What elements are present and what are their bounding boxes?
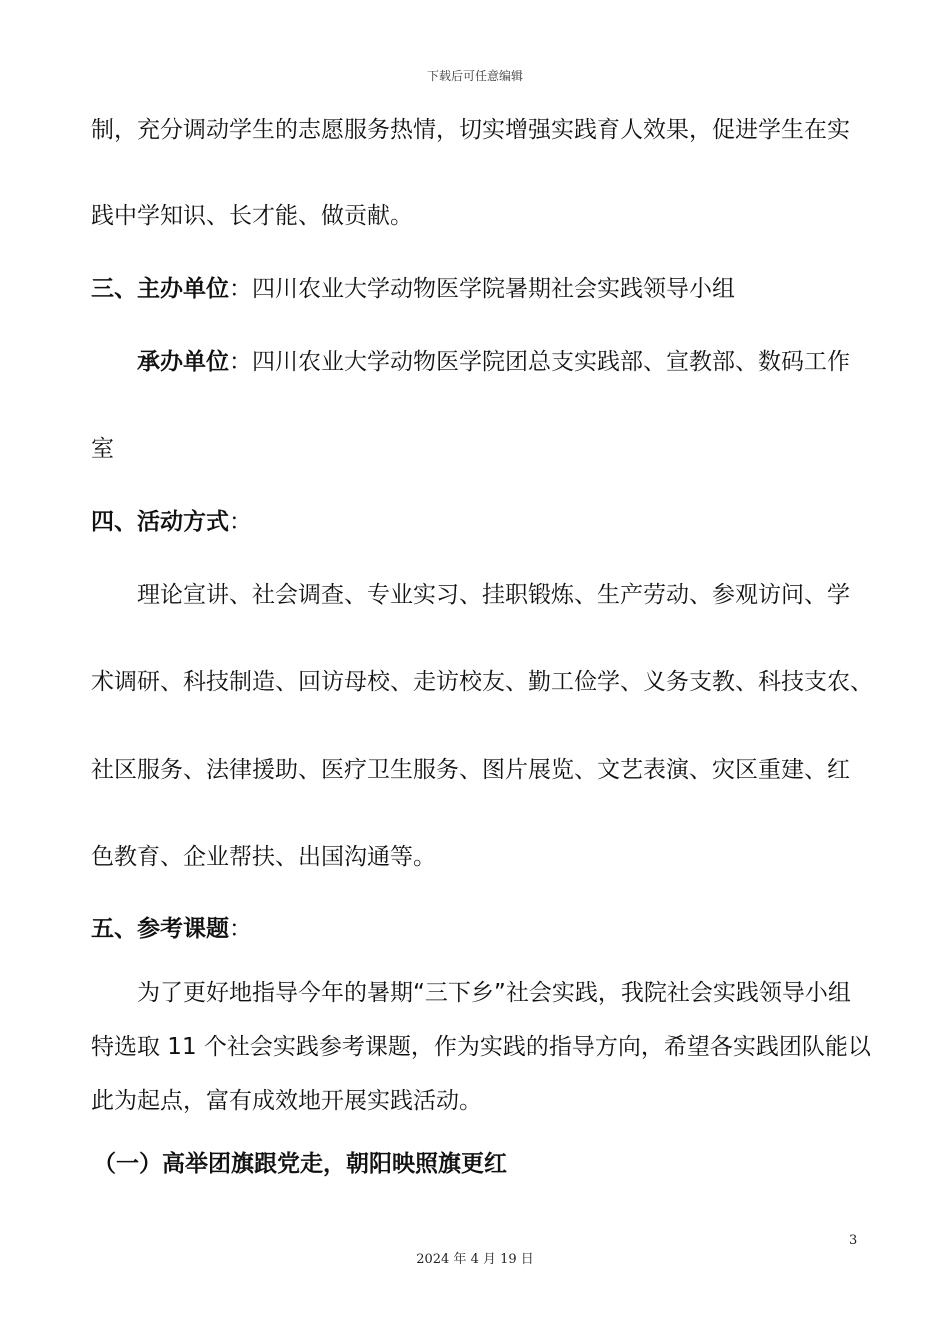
paragraph-line: 为了更好地指导今年的暑期“三下乡”社会实践，我院社会实践领导小组 xyxy=(137,980,851,1006)
paragraph-line: 色教育、企业帮扶、出国沟通等。 xyxy=(91,844,436,870)
paragraph-line: 制，充分调动学生的志愿服务热情，切实增强实践育人效果，促进学生在实 xyxy=(91,117,850,143)
section-heading: 承办单位 xyxy=(137,349,229,375)
section-4-line xyxy=(91,511,252,534)
paragraph-line: 术调研、科技制造、回访母校、走访校友、勤工俭学、义务支教、科技支农、 xyxy=(91,669,873,695)
section-text: ：四川农业大学动物医学院团总支实践部、宣教部、数码工作 xyxy=(229,349,850,375)
paragraph-line: 此为起点，富有成效地开展实践活动。 xyxy=(91,1088,482,1114)
section-3-line xyxy=(91,278,735,301)
section-heading: 三、主办单位 xyxy=(91,276,229,302)
section-colon: ： xyxy=(229,916,252,942)
section-5-line xyxy=(91,918,252,941)
page-date: 2024 年 4 月 19 日 xyxy=(416,1252,534,1267)
paragraph-line: 特选取 11 个社会实践参考课题，作为实践的指导方向，希望各实践团队能以 xyxy=(91,1034,871,1060)
paragraph-line: 室 xyxy=(91,436,114,462)
paragraph-line: 理论宣讲、社会调查、专业实习、挂职锻炼、生产劳动、参观访问、学 xyxy=(137,582,850,608)
page-header: 下载后可任意编辑 xyxy=(426,69,523,83)
organizer-line xyxy=(137,351,850,374)
subsection-heading: （一）高举团旗跟党走，朝阳映照旗更红 xyxy=(93,1151,507,1177)
paragraph-line: 践中学知识、长才能、做贡献。 xyxy=(91,203,413,229)
paragraph-line: 社区服务、法律援助、医疗卫生服务、图片展览、文艺表演、灾区重建、红 xyxy=(91,757,850,783)
page-number: 3 xyxy=(849,1233,858,1248)
section-heading: 五、参考课题 xyxy=(91,916,229,942)
section-colon: ： xyxy=(229,509,252,535)
section-heading: 四、活动方式 xyxy=(91,509,229,535)
section-text: ：四川农业大学动物医学院暑期社会实践领导小组 xyxy=(229,276,735,302)
